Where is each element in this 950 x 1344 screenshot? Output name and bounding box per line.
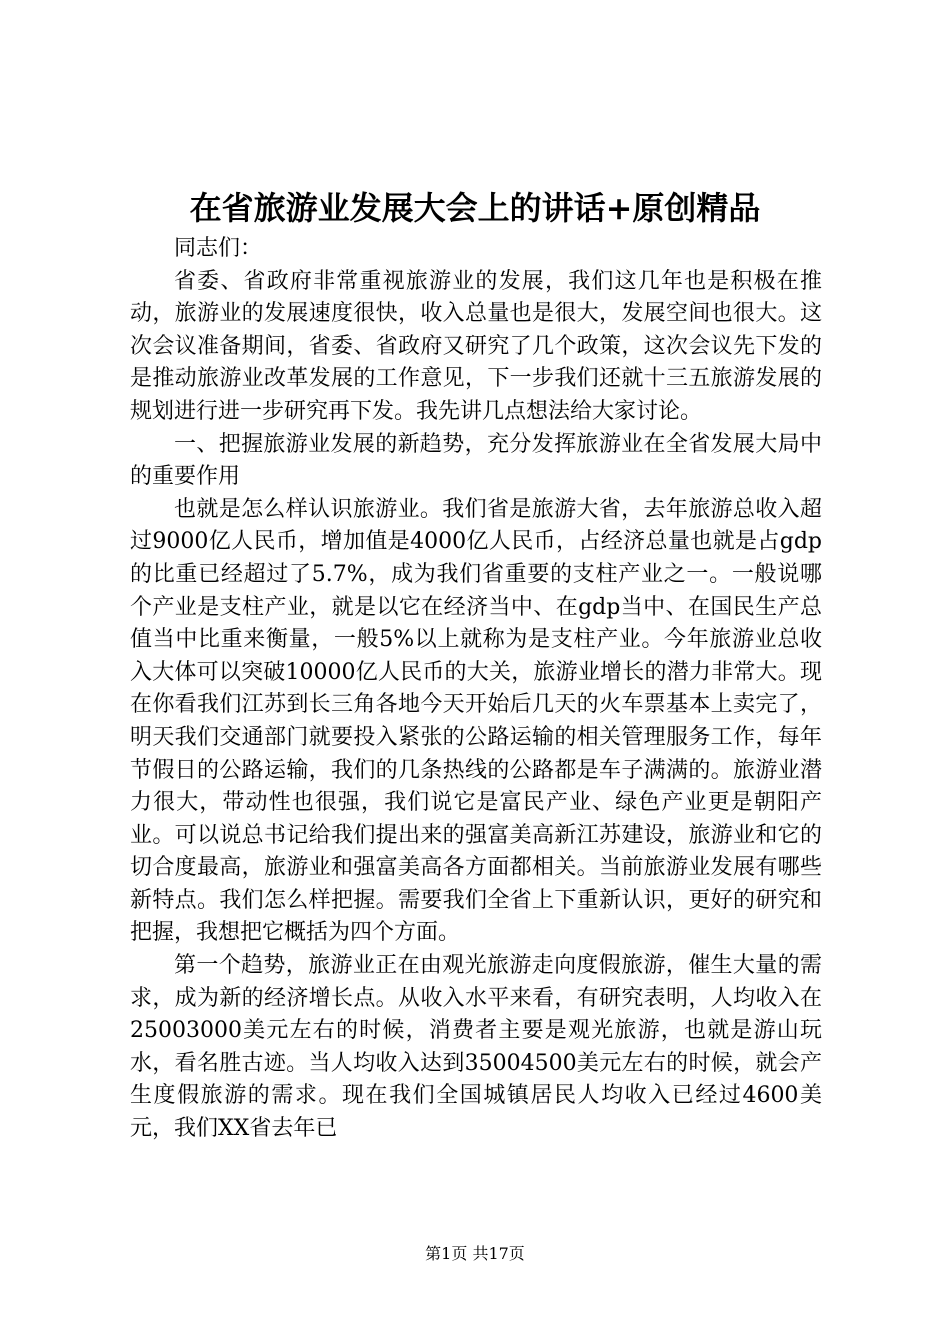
body-paragraph: 也就是怎么样认识旅游业。我们省是旅游大省，去年旅游总收入超过9000亿人民币，增加值是4000亿人民币，占经济总量也就是占gdp的比重已经超过了5.7%，成为我们省重要的支柱产业之一。一般说哪个产业是支柱产业，就是以它在经济当中、在gdp当中、在国民生产总值当中比重来衡量，一般5%以上就称为是支柱产业。今年旅游业总收入大体可以突破10000亿人民币的大关，旅游业增长的潜力非常大。现在你看我们江苏到长三角各地今天开始后几天的火车票基本上卖完了，明天我们交通部门就要投入紧张的公路运输的相关管理服务工作，每年节假日的公路运输，我们的几条热线的公路都是车子满满的。旅游业潜力很大，带动性也很强，我们说它是富民产业、绿色产业更是朝阳产业。可以说总书记给我们提出来的强富美高新江苏建设，旅游业和它的切合度最高，旅游业和强富美高各方面都相关。当前旅游业发展有哪些新特点。我们怎么样把握。需要我们全省上下重新认识，更好的研究和把握，我想把它概括为四个方面。 (130, 496, 822, 946)
section-heading-paragraph: 一、把握旅游业发展的新趋势，充分发挥旅游业在全省发展大局中的重要作用 (130, 431, 822, 490)
document-title: 在省旅游业发展大会上的讲话+原创精品 (189, 189, 761, 227)
body-paragraph: 第一个趋势，旅游业正在由观光旅游走向度假旅游，催生大量的需求，成为新的经济增长点。从收入水平来看，有研究表明，人均收入在25003000美元左右的时候，消费者主要是观光旅游，也就是游山玩水，看名胜古迹。当人均收入达到35004500美元左右的时候，就会产生度假旅游的需求。现在我们全国城镇居民人均收入已经过4600美元，我们XX省去年已 (130, 953, 822, 1142)
page-footer: 第1页 共17页 (425, 1244, 525, 1263)
salutation-paragraph: 同志们： (174, 236, 263, 261)
intro-paragraph: 省委、省政府非常重视旅游业的发展，我们这几年也是积极在推动，旅游业的发展速度很快，收入总量也是很大，发展空间也很大。这次会议准备期间，省委、省政府又研究了几个政策，这次会议先下发的是推动旅游业改革发展的工作意见，下一步我们还就十三五旅游发展的规划进行进一步研究再下发。我先讲几点想法给大家讨论。 (130, 268, 822, 424)
document-body (130, 233, 822, 1146)
